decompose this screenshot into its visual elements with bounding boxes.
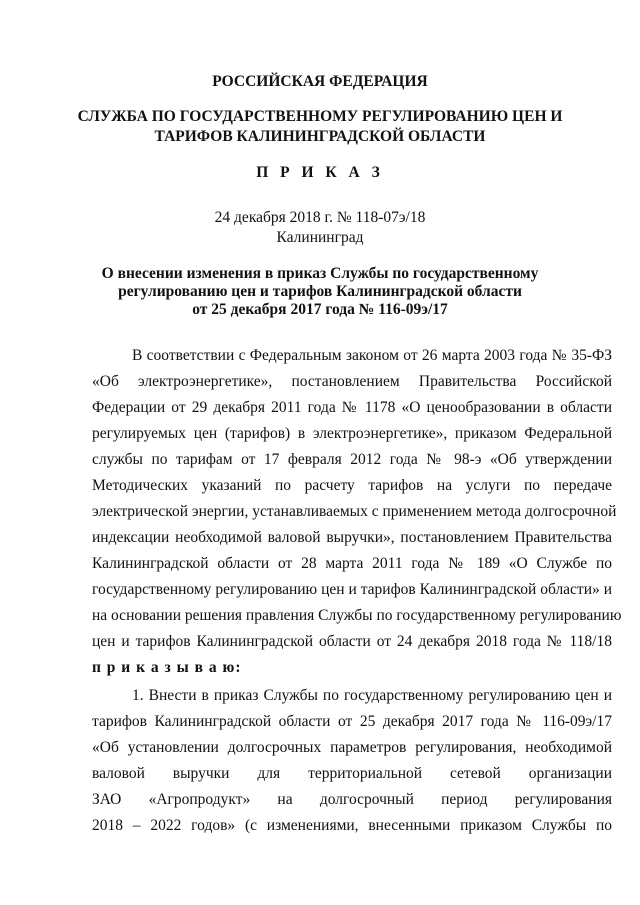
body-line: В соответствии с Федеральным законом от 26 марта 2003 года № 35-ФЗ xyxy=(132,347,612,364)
item-line: ЗАО «Агропродукт» на долгосрочный период регулирования xyxy=(92,791,612,808)
body-line: Калининградской области от 28 марта 2011 года № 189 «О Службе по xyxy=(92,555,612,572)
city: Калининград xyxy=(276,229,364,246)
date-and-number: 24 декабря 2018 г. № 118-07э/18 xyxy=(214,209,426,226)
subject-line-1: О внесении изменения в приказ Службы по государственному xyxy=(101,265,539,282)
body-line: Методических указаний по расчету тарифов на услуги по передаче xyxy=(92,477,612,494)
body-line: «Об электроэнергетике», постановлением Правительства Российской xyxy=(92,373,612,390)
item-line: «Об установлении долгосрочных параметров регулирования, необходимой xyxy=(92,739,612,756)
body-line: на основании решения правления Службы по государственному регулированию xyxy=(92,607,622,624)
body-line: индексации необходимой валовой выручки», постановлением Правительства xyxy=(92,529,612,546)
order-word: п р и к а з ы в а ю: xyxy=(92,659,242,676)
body-line: государственному регулированию цен и тарифов Калининградской области» и xyxy=(92,581,612,598)
subject-line-2: регулированию цен и тарифов Калининградской области xyxy=(118,283,522,300)
body-line: цен и тарифов Калининградской области от 24 декабря 2018 года № 118/18 xyxy=(92,633,612,650)
item-line: 1. Внести в приказ Службы по государственному регулированию цен и xyxy=(132,687,612,704)
document-type: П Р И К А З xyxy=(256,164,384,181)
body-line: службы по тарифам от 17 февраля 2012 года № 98-э «Об утверждении xyxy=(92,451,612,468)
item-line: валовой выручки для территориальной сетевой организации xyxy=(92,765,612,782)
country-heading: РОССИЙСКАЯ ФЕДЕРАЦИЯ xyxy=(212,73,428,90)
body-line: регулируемых цен (тарифов) в электроэнергетике», приказом Федеральной xyxy=(92,425,612,442)
subject-line-3: от 25 декабря 2017 года № 116-09э/17 xyxy=(192,301,448,318)
body-line: Федерации от 29 декабря 2011 года № 1178 «О ценообразовании в области xyxy=(92,399,612,416)
agency-heading-line2: ТАРИФОВ КАЛИНИНГРАДСКОЙ ОБЛАСТИ xyxy=(154,128,486,145)
item-line: 2018 – 2022 годов» (с изменениями, внесенными приказом Службы по xyxy=(92,817,612,834)
agency-heading-line1: СЛУЖБА ПО ГОСУДАРСТВЕННОМУ РЕГУЛИРОВАНИЮ ЦЕН И xyxy=(77,108,563,125)
body-line: электрической энергии, устанавливаемых с применением метода долгосрочной xyxy=(92,503,617,520)
item-line: тарифов Калининградской области от 25 декабря 2017 года № 116-09э/17 xyxy=(92,713,612,730)
